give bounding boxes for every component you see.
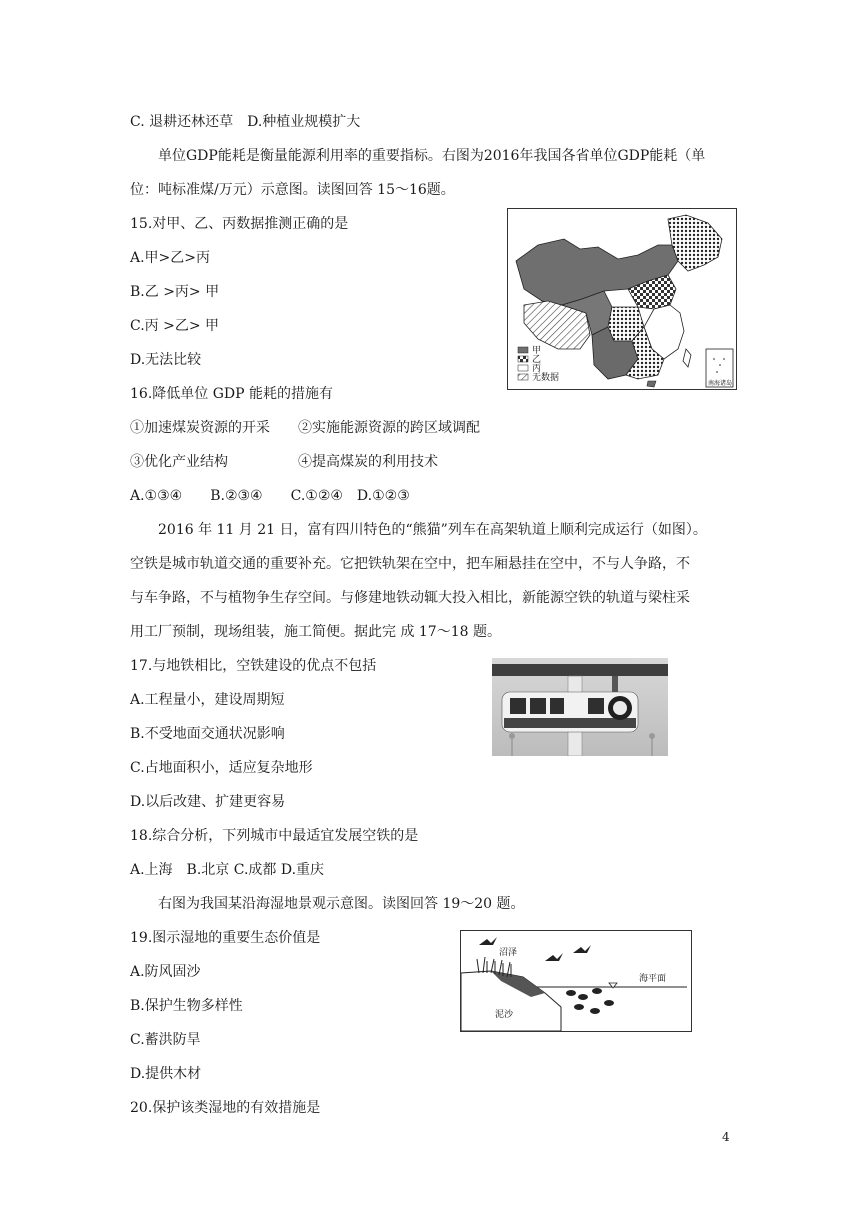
- page-number: 4: [722, 1130, 730, 1144]
- gdp-energy-map-figure: [507, 208, 737, 390]
- map-legend: [518, 345, 559, 383]
- q18-options: A.上海 B.北京 C.成都 D.重庆: [130, 862, 325, 878]
- q19-option-a: A.防风固沙: [130, 964, 201, 980]
- q19-option-b: B.保护生物多样性: [130, 998, 243, 1014]
- question-15: 15.对甲、乙、丙数据推测正确的是: [130, 216, 349, 232]
- legend-swatch-yi: [518, 356, 528, 362]
- q16-measures-1: ①加速煤炭资源的开采 ②实施能源资源的跨区域调配: [130, 420, 480, 436]
- q16-options: A.①③④ B.②③④ C.①②④ D.①②③: [130, 488, 410, 504]
- q16-measures-2: ③优化产业结构 ④提高煤炭的利用技术: [130, 454, 438, 470]
- q15-option-a: A.甲>乙>丙: [130, 250, 211, 266]
- q15-option-d: D.无法比较: [130, 352, 202, 368]
- passage-line-1: 2016 年 11 月 21 日，富有四川特色的“熊猫”列车在高架轨道上顺利完成运行（如图）。: [158, 522, 707, 538]
- mud-label: 泥沙: [495, 1010, 514, 1020]
- q19-option-c: C.蓄洪防旱: [130, 1032, 201, 1048]
- line-intro-2: 位：吨标准煤/万元）示意图。读图回答 15～16题。: [130, 182, 455, 198]
- wetland-illustration: [461, 931, 691, 1031]
- south-china-sea-inset: [706, 349, 733, 387]
- sea-level-label: 海平面: [639, 974, 667, 984]
- legend-yi: 乙: [532, 355, 542, 365]
- birds: [479, 937, 591, 961]
- china-map: [508, 209, 736, 389]
- q17-option-b: B.不受地面交通状况影响: [130, 726, 285, 742]
- q19-option-d: D.提供木材: [130, 1066, 202, 1082]
- legend-jia: 甲: [532, 346, 542, 356]
- rail-beam: [492, 664, 668, 676]
- q15-option-c: C.丙 >乙> 甲: [130, 318, 220, 334]
- question-17: 17.与地铁相比，空铁建设的优点不包括: [130, 658, 377, 674]
- legend-swatch-jia: [518, 347, 528, 353]
- q15-option-b: B.乙 >丙> 甲: [130, 284, 220, 300]
- question-16: 16.降低单位 GDP 能耗的措施有: [130, 386, 333, 402]
- sky-rail-illustration: [492, 658, 668, 756]
- legend-swatch-nodata: [518, 374, 528, 380]
- legend-swatch-bing: [518, 365, 528, 371]
- wetland-intro: 右图为我国某沿海湿地景观示意图。读图回答 19～20 题。: [158, 896, 525, 912]
- q17-option-d: D.以后改建、扩建更容易: [130, 794, 286, 810]
- fish: [566, 988, 614, 1014]
- sky-rail-photo: [492, 658, 668, 756]
- passage-line-2: 空铁是城市轨道交通的重要补充。它把铁轨架在空中，把车厢悬挂在空中，不与人争路，不: [130, 556, 690, 572]
- q17-option-c: C.占地面积小，适应复杂地形: [130, 760, 313, 776]
- question-18: 18.综合分析，下列城市中最适宜发展空铁的是: [130, 828, 419, 844]
- region-taiwan: [683, 349, 691, 367]
- q17-option-a: A.工程量小，建设周期短: [130, 692, 285, 708]
- question-19: 19.图示湿地的重要生态价值是: [130, 930, 321, 946]
- marsh-label: 沼泽: [499, 948, 518, 958]
- line-option-cd: C. 退耕还林还草 D.种植业规模扩大: [130, 114, 361, 130]
- legend-nodata: 无数据: [532, 373, 560, 383]
- region-hainan: [647, 381, 656, 387]
- inset-label: 南海诸岛: [708, 380, 733, 387]
- line-intro-1: 单位GDP能耗是衡量能源利用率的重要指标。右图为2016年我国各省单位GDP能耗（单: [158, 148, 706, 164]
- wetland-diagram: [460, 930, 692, 1032]
- question-20: 20.保护该类湿地的有效措施是: [130, 1100, 321, 1116]
- passage-line-4: 用工厂预制，现场组装，施工简便。据此完 成 17～18 题。: [130, 624, 501, 640]
- legend-bing: 丙: [532, 364, 542, 374]
- passage-line-3: 与车争路，不与植物争生存空间。与修建地铁动辄大投入相比，新能源空铁的轨道与梁柱采: [130, 590, 690, 606]
